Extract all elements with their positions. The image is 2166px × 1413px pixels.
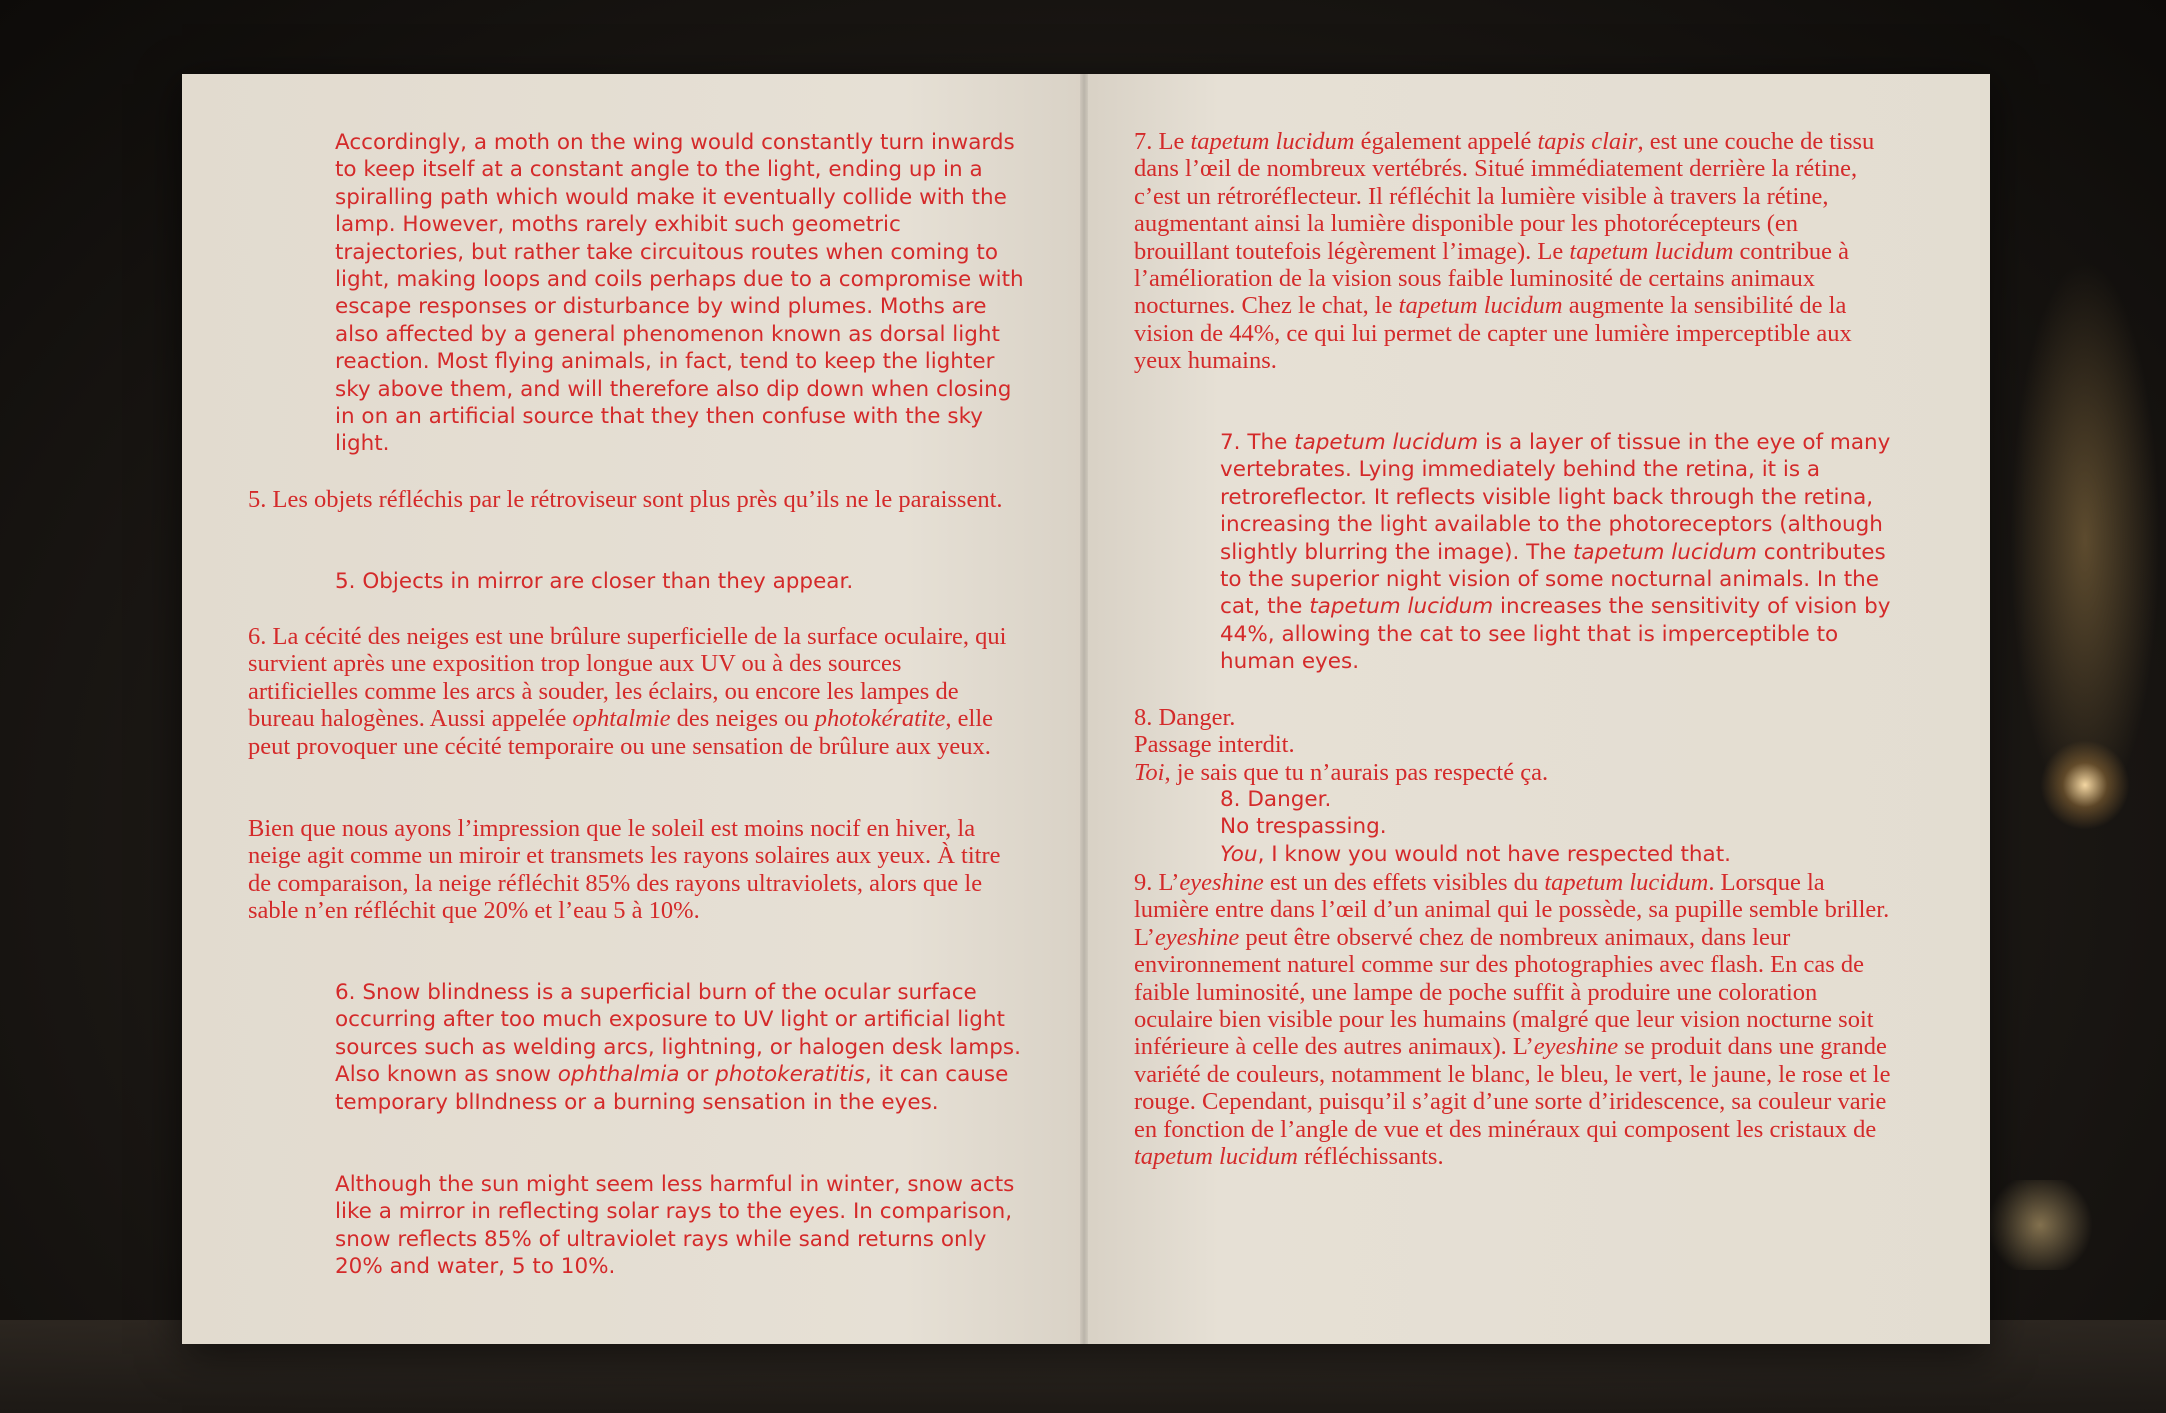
left-page: [182, 74, 1084, 1344]
note-7-fr: 7. Le tapetum lucidum également appelé tapis clair, est une couche de tissu dans l’œil de nombreux vertébrés. Situé immédiatement derrière la rétine, c’est un rétroréflecteur. Il réfléchit la lumière visible à travers la rétine, augmentant ainsi la lumière disponible pour les photorécepteurs (en brouillant toutefois légèrement l’image). Le tapetum lucidum contribue à l’amélioration de la vision sous faible luminosité de certains animaux nocturnes. Chez le chat, le tapetum lucidum augmente la sensibilité de la vision de 44%, ce qui lui permet de capter une lumière imperceptible aux yeux humains.: [1134, 128, 1875, 375]
booklet-spread: [182, 74, 1990, 1344]
note-6-fr-paragraph-2: Bien que nous ayons l’impression que le soleil est moins nocif en hiver, la neige agit comme un miroir et transmets les rayons solaires aux yeux. À titre de comparaison, la neige réfléchit 85% des rayons ultraviolets, alors que le sable n’en réfléchit que 20% et l’eau 5 à 10%.: [248, 815, 1001, 925]
page-gutter: [1080, 74, 1088, 1344]
note-8-fr: 8. Danger. Passage interdit. Toi, je sais que tu n’aurais pas respecté ça.: [1134, 704, 1549, 786]
note-8-en: 8. Danger. No trespassing. You, I know you would not have respected that.: [1220, 787, 1731, 867]
note-9-fr: 9. L’eyeshine est un des effets visibles du tapetum lucidum. Lorsque la lumière entre dans l’œil d’un animal qui le possède, sa pupille semble briller. L’eyeshine peut être observé chez de nombreux animaux, dans leur environnement naturel comme sur des photographies avec flash. En cas de faible luminosité, une lampe de poche suffit à produire une coloration oculaire bien visible pour les humains (malgré que leur vision nocturne soit inférieure à celle des autres animaux). L’eyeshine se produit dans une grande variété de couleurs, notamment le blanc, le bleu, le vert, le jaune, le rose et le rouge. Cependant, puisqu’il s’agit d’une sorte d’iridescence, sa couleur varie en fonction de l’angle de vue et des minéraux qui composent les cristaux de tapetum lucidum réfléchissants.: [1134, 869, 1891, 1171]
note-6-fr: 6. La cécité des neiges est une brûlure superficielle de la surface oculaire, qui survient après une exposition trop longue aux UV ou à des sources artificielles comme les arcs à souder, les éclairs, ou encore les lampes de bureau halogènes. Aussi appelée ophtalmie des neiges ou photokératite, elle peut provoquer une cécité temporaire ou une sensation de brûlure aux yeux.: [248, 623, 1007, 760]
background-light: [2040, 740, 2130, 830]
background-light: [1980, 1180, 2100, 1270]
moth-paragraph-en: Accordingly, a moth on the wing would constantly turn inwards to keep itself at a constant angle to the light, ending up in a spiralling path which would make it eventually collide with the lamp. However, moths rarely exhibit such geometric trajectories, but rather take circuitous routes when coming to light, making loops and coils perhaps due to a compromise with escape responses or disturbance by wind plumes. Moths are also affected by a general phenomenon known as dorsal light reaction. Most flying animals, in fact, tend to keep the lighter sky above them, and will therefore also dip down when closing in on an artificial source that they then confuse with the sky light.: [335, 130, 1024, 457]
background-bokeh: [2010, 260, 2160, 820]
note-7-en: 7. The tapetum lucidum is a layer of tissue in the eye of many vertebrates. Lying immediately behind the retina, it is a retroreflector. It reflects visible light back through the retina, increasing the light available to the photoreceptors (although slightly blurring the image). The tapetum lucidum contributes to the superior night vision of some nocturnal animals. In the cat, the tapetum lucidum increases the sensitivity of vision by 44%, allowing the cat to see light that is imperceptible to human eyes.: [1220, 430, 1891, 675]
note-5-en: 5. Objects in mirror are closer than they appear.: [335, 569, 854, 594]
right-page: [1084, 74, 1990, 1344]
note-6-en: 6. Snow blindness is a superficial burn of the ocular surface occurring after too much exposure to UV light or artificial light sources such as welding arcs, lightning, or halogen desk lamps. Also known as snow ophthalmia or photokeratitis, it can cause temporary blIndness or a burning sensation in the eyes.: [335, 980, 1021, 1115]
note-6-en-paragraph-2: Although the sun might seem less harmful in winter, snow acts like a mirror in reflecting solar rays to the eyes. In comparison, snow reflects 85% of ultraviolet rays while sand returns only 20% and water, 5 to 10%.: [335, 1172, 1015, 1280]
note-5-fr: 5. Les objets réfléchis par le rétroviseur sont plus près qu’ils ne le paraissent.: [248, 486, 1003, 513]
